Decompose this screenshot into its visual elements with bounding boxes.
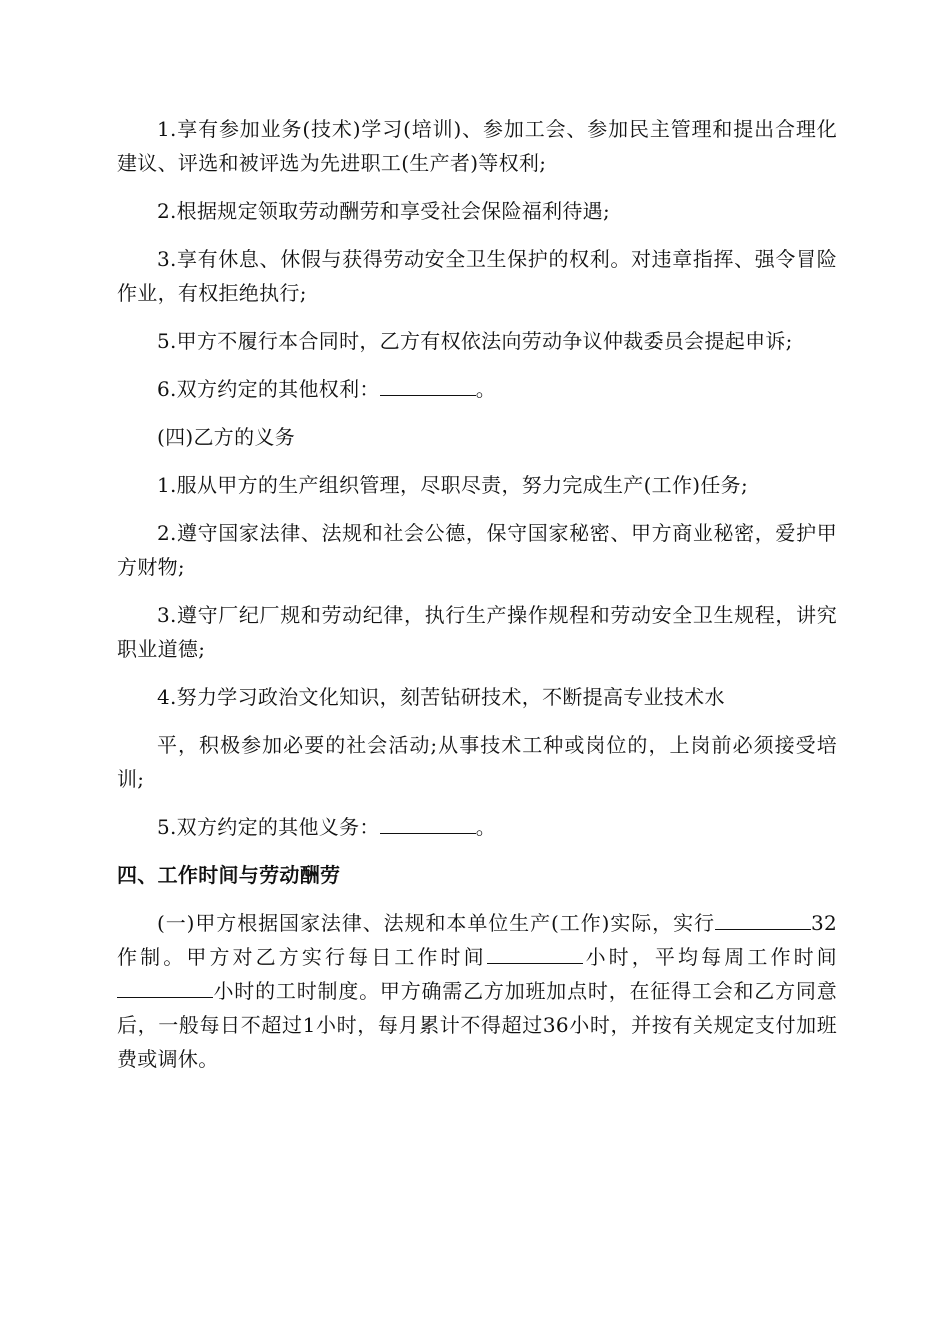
paragraph-duty-2: 2.遵守国家法律、法规和社会公德，保守国家秘密、甲方商业秘密，爱护甲方财物; xyxy=(117,521,837,579)
work-hours-text-a: (一)甲方根据国家法律、法规和本单位生产(工作)实际，实行 xyxy=(157,911,715,935)
work-hours-text-d: 小时的工时制度。甲方确需乙方加班加点时，在征得工会和乙方同意后，一般每日不超过1小时，每月累计不得超过36小时，并按有关规定支付加班费或调休。 xyxy=(117,979,837,1071)
paragraph-right-1: 1.享有参加业务(技术)学习(培训)、参加工会、参加民主管理和提出合理化建议、评选和被评选为先进职工(生产者)等权利; xyxy=(117,117,837,175)
work-hours-text-b: 32作制。甲方对乙方实行每日工作时间 xyxy=(117,911,837,969)
paragraph-duty-1: 1.服从甲方的生产组织管理，尽职尽责，努力完成生产(工作)任务; xyxy=(157,473,749,497)
fill-in-blank xyxy=(117,977,213,998)
paragraph-duty-5-text: 5.双方约定的其他义务： xyxy=(157,815,380,839)
paragraph-right-5: 5.甲方不履行本合同时，乙方有权依法向劳动争议仲裁委员会提起申诉; xyxy=(157,329,793,353)
section-heading-work-hours: 四、工作时间与劳动酬劳 xyxy=(117,863,341,887)
paragraph-duty-4-continued: 平，积极参加必要的社会活动;从事技术工种或岗位的，上岗前必须接受培训; xyxy=(117,733,837,791)
fill-in-blank xyxy=(380,813,476,834)
section-obligations-title: (四)乙方的义务 xyxy=(157,425,296,449)
fill-in-blank xyxy=(715,909,811,930)
paragraph-right-3: 3.享有休息、休假与获得劳动安全卫生保护的权利。对违章指挥、强令冒险作业，有权拒绝执行; xyxy=(117,247,837,305)
paragraph-right-6 xyxy=(117,372,837,406)
document-page xyxy=(117,112,837,1090)
fill-in-blank xyxy=(380,375,476,396)
paragraph-duty-3: 3.遵守厂纪厂规和劳动纪律，执行生产操作规程和劳动安全卫生规程，讲究职业道德; xyxy=(117,603,837,661)
paragraph-duty-4: 4.努力学习政治文化知识，刻苦钻研技术，不断提高专业技术水 xyxy=(157,685,725,709)
paragraph-right-6-text: 6.双方约定的其他权利： xyxy=(157,377,380,401)
paragraph-duty-5 xyxy=(117,810,837,844)
paragraph-right-2: 2.根据规定领取劳动酬劳和享受社会保险福利待遇; xyxy=(157,199,611,223)
work-hours-text-c: 小时，平均每周工作时间 xyxy=(582,945,837,969)
paragraph-duty-5-end: 。 xyxy=(475,815,496,839)
paragraph-right-6-end: 。 xyxy=(475,377,496,401)
fill-in-blank xyxy=(487,943,583,964)
paragraph-work-hours xyxy=(117,906,837,1076)
